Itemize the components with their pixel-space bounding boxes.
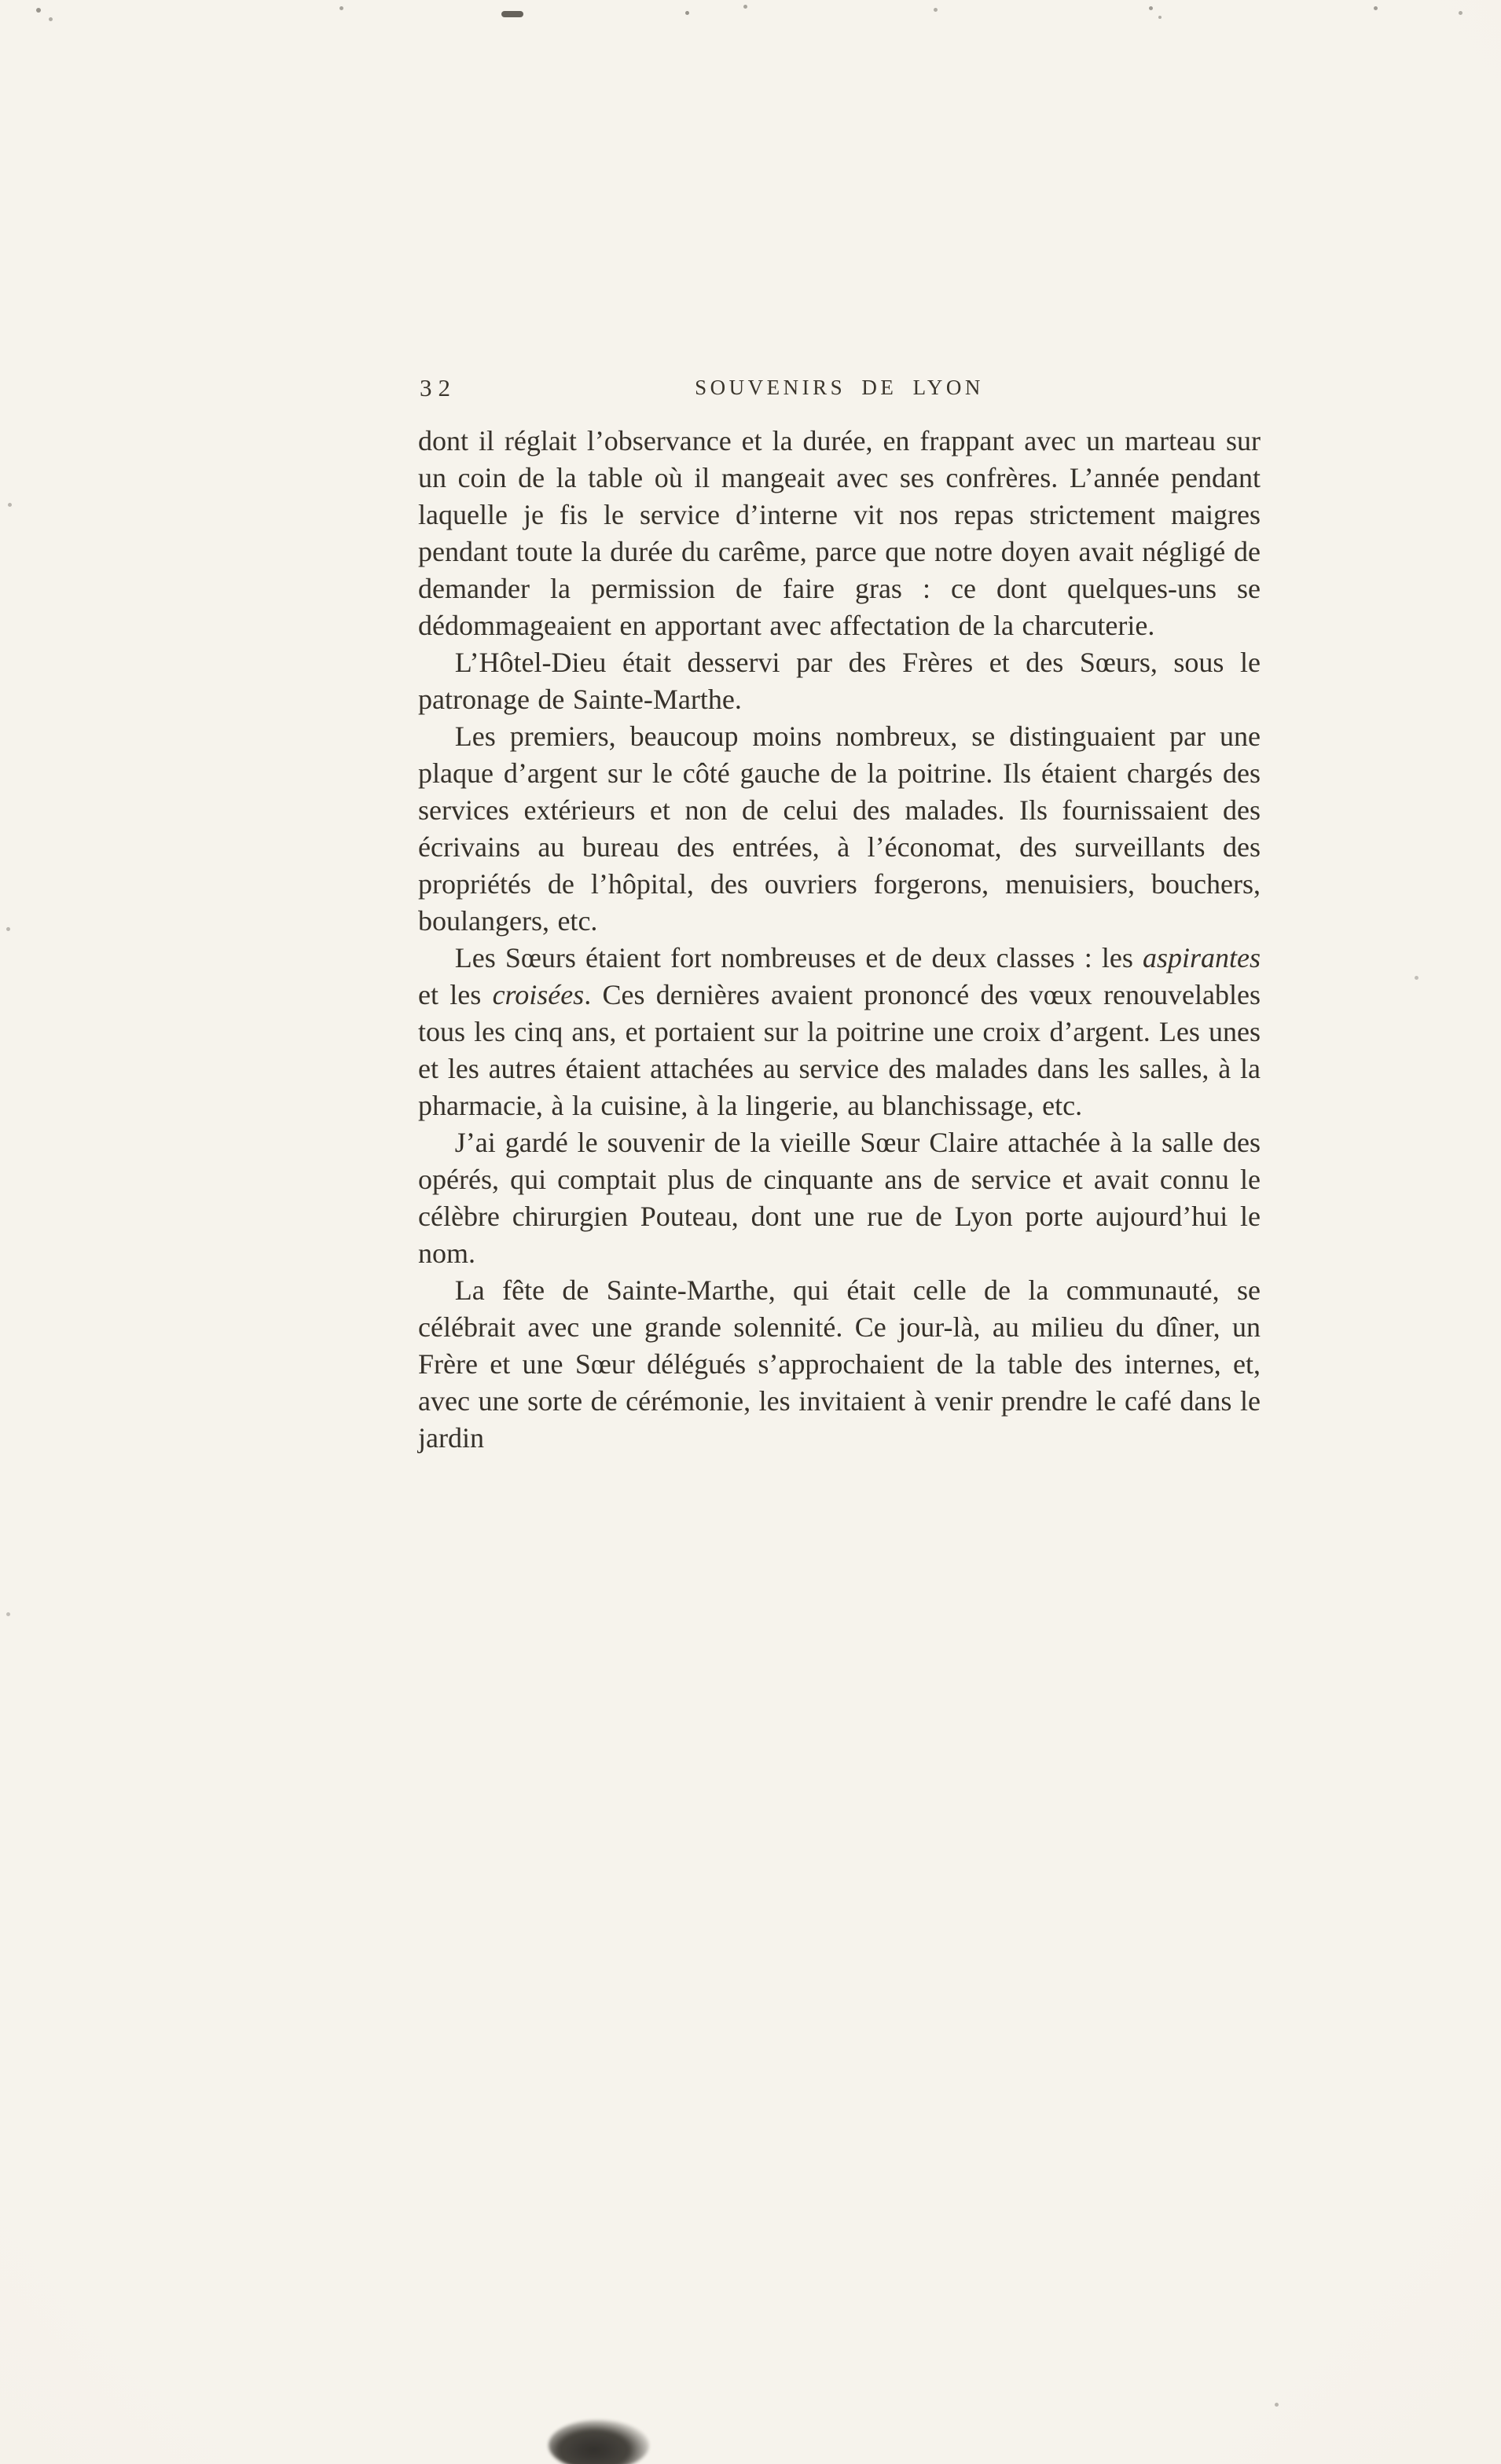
page-text-block xyxy=(418,368,1261,1457)
scan-speck xyxy=(685,11,689,15)
text-run: J’ai gardé le souvenir de la vieille Sœur Claire attachée à la salle des opérés, qui comptait plus de cinquante ans de service et avait connu le célèbre chirurgien Pouteau, dont une rue de Lyon porte aujourd’hui le nom. xyxy=(418,1127,1261,1269)
scan-speck xyxy=(743,5,747,9)
paragraph xyxy=(418,423,1261,644)
paragraph xyxy=(418,644,1261,718)
scan-speck xyxy=(1459,11,1462,15)
text-run: et les xyxy=(418,979,493,1010)
scan-smudge xyxy=(549,2420,649,2464)
italic-term: aspirantes xyxy=(1142,942,1261,974)
scan-speck xyxy=(8,503,12,507)
text-run: La fête de Sainte-Marthe, qui était celle de la communauté, se célébrait avec une grande solennité. Ce jour-là, au milieu du dîner, un Frère et une Sœur délégués s’approchaient de la table des internes, et, avec une sorte de cérémonie, les invitaient à venir prendre le café dans le jardin xyxy=(418,1274,1261,1454)
scan-speck xyxy=(6,1612,10,1616)
text-run: . Ces dernières avaient prononcé des vœux renouvelables tous les cinq ans, et portaient sur la poitrine une croix d’argent. Les unes et les autres étaient attachées au service des malades dans les salles, à la pharmacie, à la cuisine, à la lingerie, au blanchissage, etc. xyxy=(418,979,1261,1121)
paragraph xyxy=(418,718,1261,940)
paragraph xyxy=(418,1124,1261,1272)
scan-speck xyxy=(1374,6,1378,10)
text-run: Les Sœurs étaient fort nombreuses et de deux classes : les xyxy=(454,942,1143,974)
scan-speck xyxy=(36,8,41,13)
paragraph xyxy=(418,940,1261,1124)
scan-speck xyxy=(49,17,53,21)
scan-speck xyxy=(339,6,343,10)
italic-term: croisées xyxy=(492,979,585,1010)
scan-speck xyxy=(1158,16,1162,19)
running-title: SOUVENIRS DE LYON xyxy=(695,376,984,399)
text-run: L’Hôtel-Dieu était desservi par des Frères et des Sœurs, sous le patronage de Sainte-Marthe. xyxy=(418,647,1261,715)
scan-speck xyxy=(1275,2403,1279,2407)
scan-speck xyxy=(934,8,938,12)
paragraph xyxy=(418,1272,1261,1457)
scan-speck xyxy=(1415,976,1418,980)
text-run: Les premiers, beaucoup moins nombreux, se distinguaient par une plaque d’argent sur le côté gauche de la poitrine. Ils étaient chargés des services extérieurs et non de celui des malades. Ils fournissaient des écrivains au bureau des entrées, à l’économat, des surveillants des propriétés de l’hôpital, des ouvriers forgerons, menuisiers, bouchers, boulangers, etc. xyxy=(418,720,1261,937)
page-number: 32 xyxy=(420,374,457,402)
page-body xyxy=(418,423,1261,1457)
scan-dash xyxy=(501,11,523,17)
page-header xyxy=(418,368,1261,410)
scan-speck xyxy=(1149,6,1153,10)
scan-speck xyxy=(6,927,10,931)
text-run: dont il réglait l’observance et la durée, en frappant avec un marteau sur un coin de la table où il mangeait avec ses confrères. L’année pendant laquelle je fis le service d’interne vit nos repas strictement maigres pendant toute la durée du carême, parce que notre doyen avait négligé de demander la permission de faire gras : ce dont quelques-uns se dédommageaient en apportant avec affectation de la charcuterie. xyxy=(418,425,1261,641)
